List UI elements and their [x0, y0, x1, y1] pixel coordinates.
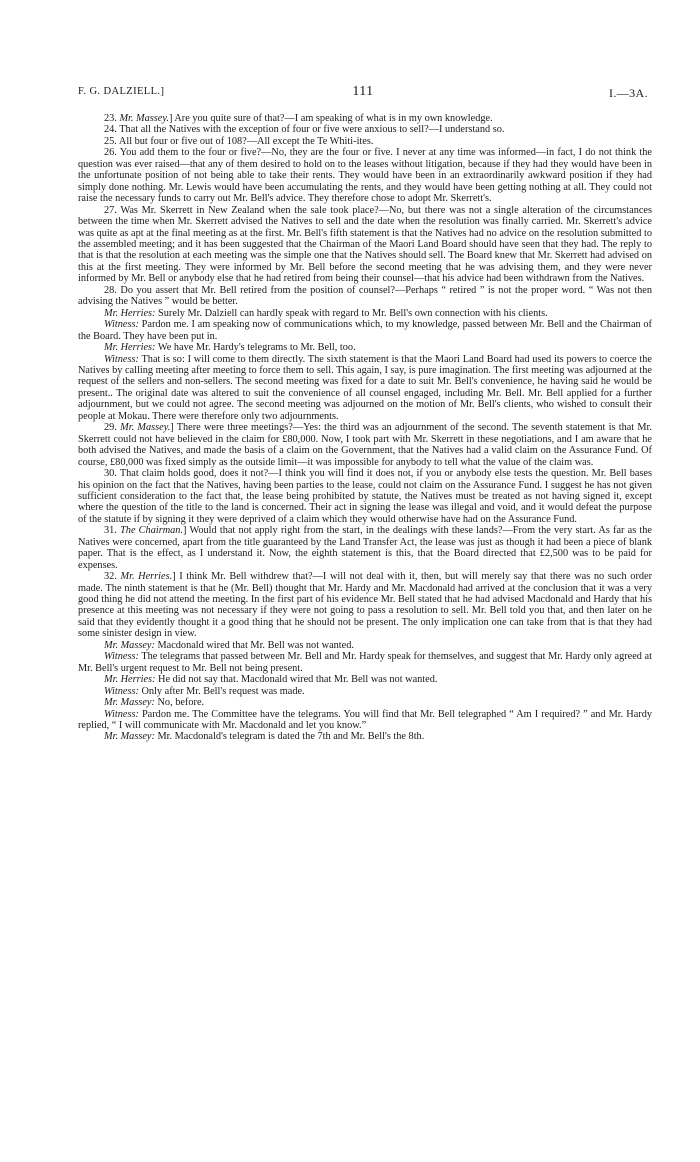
paragraph: Mr. Herries: We have Mr. Hardy's telegrams to Mr. Bell, too.: [104, 342, 356, 354]
paragraph: 27. Was Mr. Skerrett in New Zealand when the sale took place?—No, but there was not a single alteration of the circumstances between the time when Mr. Skerrett advised the Natives to sell and the date when the resolution was finally carried. Mr. Skerrett's advice was quite as apt at the final meeting as at the first. Mr. Bell's fifth statement is that the Natives had no advice on the resolution submitted to the assembled meeting; and it has been suggested that the Chairman of the Maori Land Board should have seen that they had. The reply to that is that the resolution at each meeting was the simple one that the Natives should sell. The Board knew that Mr. Skerrett had advised on this at the first meeting. They were informed by Mr. Bell before the second meeting that he was advising them, and they were never informed by Mr. Bell or anybody else that he had retired from being their counsel—that his advice had been withdrawn from the Natives.: [78, 204, 652, 285]
paragraph: 23. Mr. Massey.] Are you quite sure of that?—I am speaking of what is in my own knowledge.: [104, 113, 493, 124]
paragraph: 28. Do you assert that Mr. Bell retired from the position of counsel?—Perhaps “ retired ” is not the proper word. “ Was not then advising the Natives ” would be better.: [78, 284, 652, 308]
document-body: [78, 113, 652, 743]
paragraph: Witness: That is so: I will come to them directly. The sixth statement is that the Maori Land Board had used its powers to coerce the Natives by calling meeting after meeting to force them to sell. This again, I say, is pure imagination. The first meeting was adjourned at the request of the sellers and non-sellers. The second meeting was fixed for a date to suit Mr. Bell's convenience, he having said he would be present.. The original date was altered to suit the convenience of all counsel engaged, including Mr. Bell. Mr. Bell applied for a further adjournment, but we could not agree. The second meeting was adjourned on the motion of Mr. Bell's clients, who wished to consult their people at Mokau. There were therefore only two adjournments.: [78, 353, 652, 422]
paragraph: 31. The Chairman.] Would that not apply right from the start, in the dealings with these lands?—From the very start. As far as the Natives were concerned, apart from the title guaranteed by the Land Transfer Act, the lease was just as though it had been a piece of blank paper. That is the effect, as I understand it. Now, the eighth statement is this, that the Board directed that £2,500 was to be paid for expenses.: [78, 525, 652, 571]
page-header: [78, 86, 648, 102]
header-witness-name: F. G. DALZIELL.]: [78, 86, 165, 97]
paragraph: 29. Mr. Massey.] There were three meetings?—Yes: the third was an adjournment of the second. The seventh statement is that Mr. Skerrett could not have believed in the claim for £80,000. Now, I took part with Mr. Skerrett in these negotiations, and I am aware that he both advised the Natives, and made the basis of a claim on the Government, that the Natives had a valid claim on the Assurance Fund. Of course, £80,000 was fixed simply as the outside limit—it was impossible for anybody to tell what the value of the claim was.: [78, 422, 652, 468]
paragraph: 26. You add them to the four or five?—No, they are the four or five. I never at any time was informed—in fact, I do not think the question was ever raised—that any of them desired to hold on to the leases without litigation, because if they had they would have been in the unfortunate position of not being able to take their rents. They would have been in an extraordinarily awkward position if they had simply done nothing. Mr. Lewis would have been accumulating the rents, and they would have been getting nothing at all. They could not raise the necessary funds to carry out Mr. Bell's advice. They therefore chose to adopt Mr. Skerrett's.: [78, 147, 652, 205]
paragraph: 32. Mr. Herries.] I think Mr. Bell withdrew that?—I will not deal with it, then, but will merely say that there was no such order made. The ninth statement is that he (Mr. Bell) thought that Mr. Hardy and Mr. Macdonald had arrived at the conclusion that it was a very good thing he did not attend the meeting. In the first part of his evidence Mr. Bell stated that he had advised Macdonald and Hardy that his presence at this meeting was not necessary if they were not going to pass a resolution to sell. Mr. Bell told you that, and then later on he said that they evidently thought it a good thing that he should not be present. The only implication one can take from that is that they had some sinister design in view.: [78, 571, 653, 640]
paragraph: Witness: Pardon me. The Committee have the telegrams. You will find that Mr. Bell telegraphed “ Am I required? ” and Mr. Hardy replied, “ I will communicate with Mr. Macdonald and let you know.”: [78, 708, 652, 732]
paragraph: Mr. Massey: Mr. Macdonald's telegram is dated the 7th and Mr. Bell's the 8th.: [104, 731, 425, 743]
paragraph: Witness: Only after Mr. Bell's request was made.: [104, 685, 305, 697]
paragraph: Mr. Massey: Macdonald wired that Mr. Bell was not wanted.: [104, 639, 354, 651]
paragraph: Mr. Herries: He did not say that. Macdonald wired that Mr. Bell was not wanted.: [104, 674, 438, 686]
paragraph: 25. All but four or five out of 108?—All except the Te Whiti-ites.: [104, 135, 374, 147]
paragraph: Witness: Pardon me. I am speaking now of communications which, to my knowledge, passed between Mr. Bell and the Chairman of the Board. They have been put in.: [78, 319, 652, 342]
paragraph: Mr. Massey: No, before.: [104, 697, 205, 709]
paragraph: Mr. Herries: Surely Mr. Dalziell can hardly speak with regard to Mr. Bell's own connection with his clients.: [104, 307, 548, 319]
document-reference: I.—3A.: [608, 86, 648, 100]
paragraph: Witness: The telegrams that passed between Mr. Bell and Mr. Hardy speak for themselves, and suggest that Mr. Hardy only agreed at Mr. Bell's urgent request to Mr. Bell not being present.: [78, 651, 652, 674]
page-number: 111: [352, 84, 374, 99]
paragraph: 24. That all the Natives with the exception of four or five were anxious to sell?—I understand so.: [104, 124, 505, 136]
paragraph: 30. That claim holds good, does it not?—I think you will find it does not, if you or anybody else tests the question. Mr. Bell bases his opinion on the fact that the Natives, having been parties to the lease, could not claim on the Assurance Fund. I suggest he has not given sufficient consideration to the fact that, the lease being prohibited by statute, the Natives must be treated as not having signed it, except where the question of the title to the land is concerned. Their act in signing the lease was illegal and void, and it would defeat the purpose of the statute if by signing it they were deprived of a claim which they would otherwise have had on the Assurance Fund.: [78, 468, 652, 525]
